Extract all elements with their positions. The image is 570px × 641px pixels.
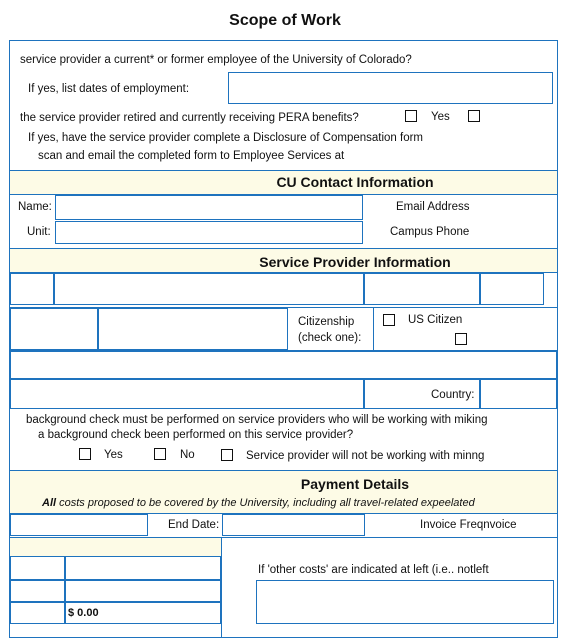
payment-note: All costs proposed to be covered by the University, including all travel-related expeelated: [42, 497, 475, 509]
cu-name-label: Name:: [18, 201, 52, 213]
cu-unit-label: Unit:: [27, 226, 51, 238]
total-value: $ 0.00: [68, 607, 99, 619]
invoice-label: Invoice Freqnvoice: [420, 519, 517, 531]
non-citizen-checkbox[interactable]: [455, 333, 467, 345]
background-no-checkbox[interactable]: [154, 448, 166, 460]
disclosure-line-2: scan and email the completed form to Employee Services at: [38, 150, 345, 162]
employment-dates-label: If yes, list dates of employment:: [28, 83, 190, 95]
start-date-input[interactable]: [10, 514, 148, 536]
provider-field-5[interactable]: [10, 308, 98, 350]
end-date-input[interactable]: [222, 514, 365, 536]
country-input[interactable]: [480, 379, 557, 409]
cu-unit-input[interactable]: [55, 221, 363, 244]
provider-field-2[interactable]: [54, 273, 364, 305]
provider-field-3[interactable]: [364, 273, 480, 305]
disclosure-line-1: If yes, have the service provider complete a Disclosure of Compensation form: [28, 132, 424, 144]
not-working-label: Service provider will not be working with minng: [246, 450, 485, 462]
end-date-label: End Date:: [168, 519, 220, 531]
country-label: Country:: [431, 389, 475, 401]
other-costs-label: If 'other costs' are indicated at left (i.e.. notleft: [258, 564, 489, 576]
cost-type-1[interactable]: [10, 556, 65, 580]
pera-yes-checkbox[interactable]: [405, 110, 417, 122]
cost-amount-1[interactable]: [65, 556, 221, 580]
provider-field-4[interactable]: [480, 273, 544, 305]
service-provider-header: Service Provider Information: [259, 254, 451, 270]
provider-field-6[interactable]: [98, 308, 288, 350]
us-citizen-checkbox[interactable]: [383, 314, 395, 326]
background-no-label: No: [180, 449, 195, 461]
other-costs-input[interactable]: [256, 580, 554, 624]
background-yes-checkbox[interactable]: [79, 448, 91, 460]
citizenship-label-2: (check one):: [298, 332, 362, 344]
background-line-1: background check must be performed on service providers who will be working with miking: [26, 414, 488, 426]
cu-email-label: Email Address: [396, 201, 470, 213]
pera-no-checkbox[interactable]: [468, 110, 480, 122]
provider-field-1[interactable]: [10, 273, 54, 305]
cost-amount-2[interactable]: [65, 580, 221, 602]
cu-name-input[interactable]: [55, 195, 363, 220]
payment-header: Payment Details: [300, 476, 410, 492]
employment-dates-input[interactable]: [228, 72, 553, 104]
cost-type-2[interactable]: [10, 580, 65, 602]
employee-question: service provider a current* or former employee of the University of Colorado?: [20, 54, 412, 66]
cu-phone-label: Campus Phone: [390, 226, 470, 238]
pera-yes-label: Yes: [431, 111, 450, 123]
cu-contact-header: CU Contact Information: [276, 174, 434, 190]
background-line-2: a background check been performed on this service provider?: [38, 429, 354, 441]
us-citizen-label: US Citizen: [408, 314, 463, 326]
citizenship-label-1: Citizenship: [298, 316, 355, 328]
not-working-checkbox[interactable]: [221, 449, 233, 461]
provider-address-input[interactable]: [10, 351, 557, 379]
cost-type-total[interactable]: [10, 602, 65, 624]
page-title: Scope of Work: [229, 12, 341, 29]
provider-city-input[interactable]: [10, 379, 364, 409]
background-yes-label: Yes: [104, 449, 123, 461]
pera-question: the service provider retired and currently receiving PERA benefits?: [20, 112, 359, 124]
